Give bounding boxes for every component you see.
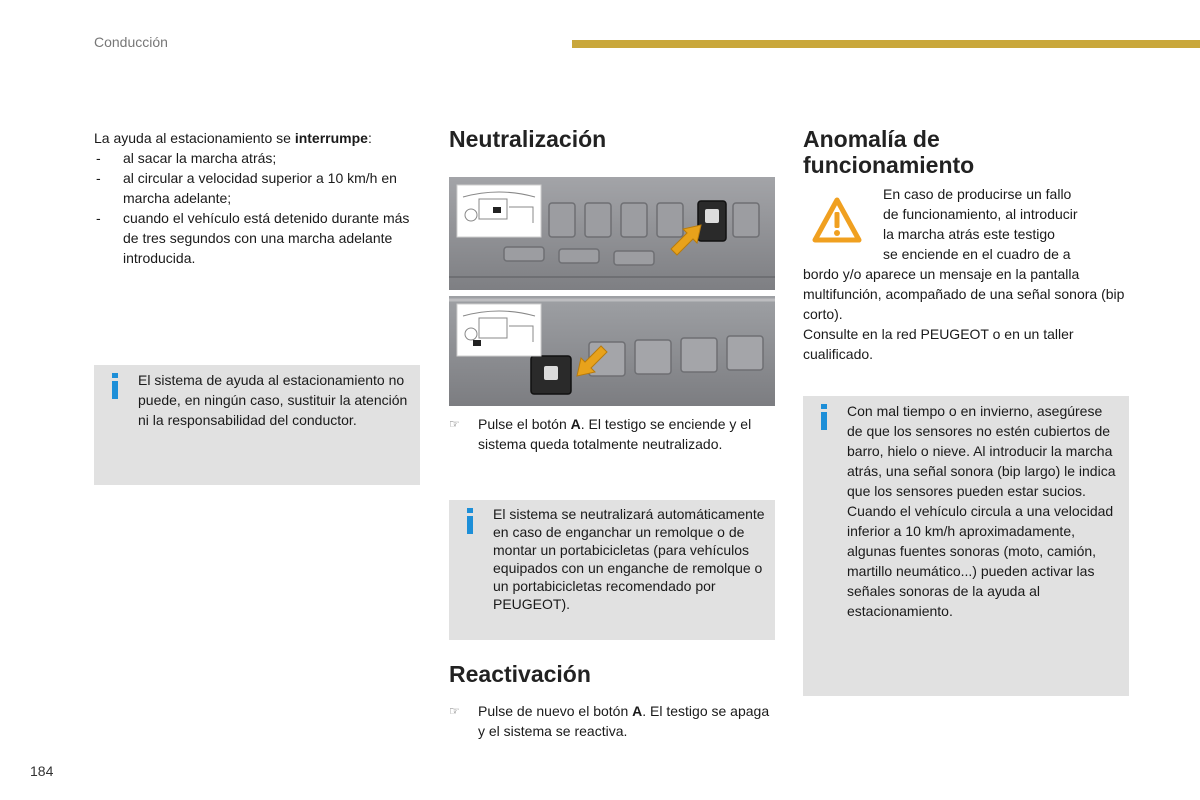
anomaly-consult-text: Consulte en la red PEUGEOT o en un taller cualificado. [803,326,1074,362]
list-item: - cuando el vehículo está detenido durante más de tres segundos con una marcha adelante introducida. [94,208,414,268]
pointing-finger-icon: ☞ [449,704,460,718]
section-label: Conducción [94,34,168,50]
step-item [449,701,775,741]
info-note-left [94,365,420,485]
intro-bold: interrumpe [294,130,368,146]
info-icon [817,403,831,431]
reactivation-title: Reactivación [449,661,591,687]
info-note-text: El sistema se neutralizará automáticamente en caso de enganchar un remolque o de montar un portabicicletas (para vehículos equipados con un enganche de remolque o un portabicicletas recomendado por PEUGEOT). [493,506,765,612]
step-text-post: . El testigo se enciende y el sistema queda totalmente neutralizado. [478,416,752,452]
info-note-text: El sistema de ayuda al estacionamiento no puede, en ningún caso, sustituir la atención ni la responsabilidad del conductor. [138,372,408,428]
pointing-finger-icon: ☞ [449,417,460,431]
anomaly-line: de funcionamiento, al introducir [883,206,1078,222]
header-rule [572,40,1200,48]
button-photo-bottom [449,296,775,406]
warning-triangle-icon [811,196,863,244]
step-text-post: . El testigo se apaga y el sistema se reactiva. [478,703,770,739]
intro-text: La ayuda al estacionamiento se [94,130,295,146]
info-note-right [803,396,1129,696]
column-right [803,126,1133,364]
intro-paragraph [94,128,414,148]
list-item: - al circular a velocidad superior a 10 km/h en marcha adelante; [94,168,414,208]
info-icon [463,507,477,535]
neutralization-step [449,414,775,454]
anomaly-line: la marcha atrás este testigo [883,226,1055,242]
step-button-letter: A [570,416,581,432]
anomaly-title: Anomalía de funcionamiento [803,126,975,178]
step-text-pre: Pulse de nuevo el botón [478,703,633,719]
button-photo-top [449,177,775,290]
intro-colon: : [367,130,372,146]
anomaly-text: bordo y/o aparece un mensaje en la pantalla multifunción, acompañado de una señal sonora (bip corto). [803,266,1125,322]
column-left [94,128,414,268]
column-middle [449,126,775,152]
info-icon [108,372,122,400]
interruption-list [94,148,414,268]
reactivation-section [449,661,775,741]
list-item: - al sacar la marcha atrás; [94,148,414,168]
info-note-text: Con mal tiempo o en invierno, asegúrese de que los sensores no estén cubiertos de barro, hielo o nieve. Al introducir la marcha atrás, una señal sonora (bip largo) le indica que los sensores pueden estar sucios. Cuando el vehículo circula a una velocidad inferior a 10 km/h aproximadamente, algunas fuentes sonoras (moto, camión, martillo neumático...) pueden activar las señales sonoras de la ayuda al estacionamiento. [847,403,1116,619]
step-button-letter: A [632,703,643,719]
dashboard-buttons-illustration [449,177,775,290]
info-note-middle [449,500,775,640]
anomaly-line: En caso de producirse un fallo [883,186,1072,202]
step-item [449,414,775,454]
step-text-pre: Pulse el botón [478,416,571,432]
neutralization-title: Neutralización [449,126,607,152]
anomaly-line: se enciende en el cuadro de a [883,246,1071,262]
dashboard-buttons-illustration-2 [449,296,775,406]
page-number: 184 [30,763,54,779]
